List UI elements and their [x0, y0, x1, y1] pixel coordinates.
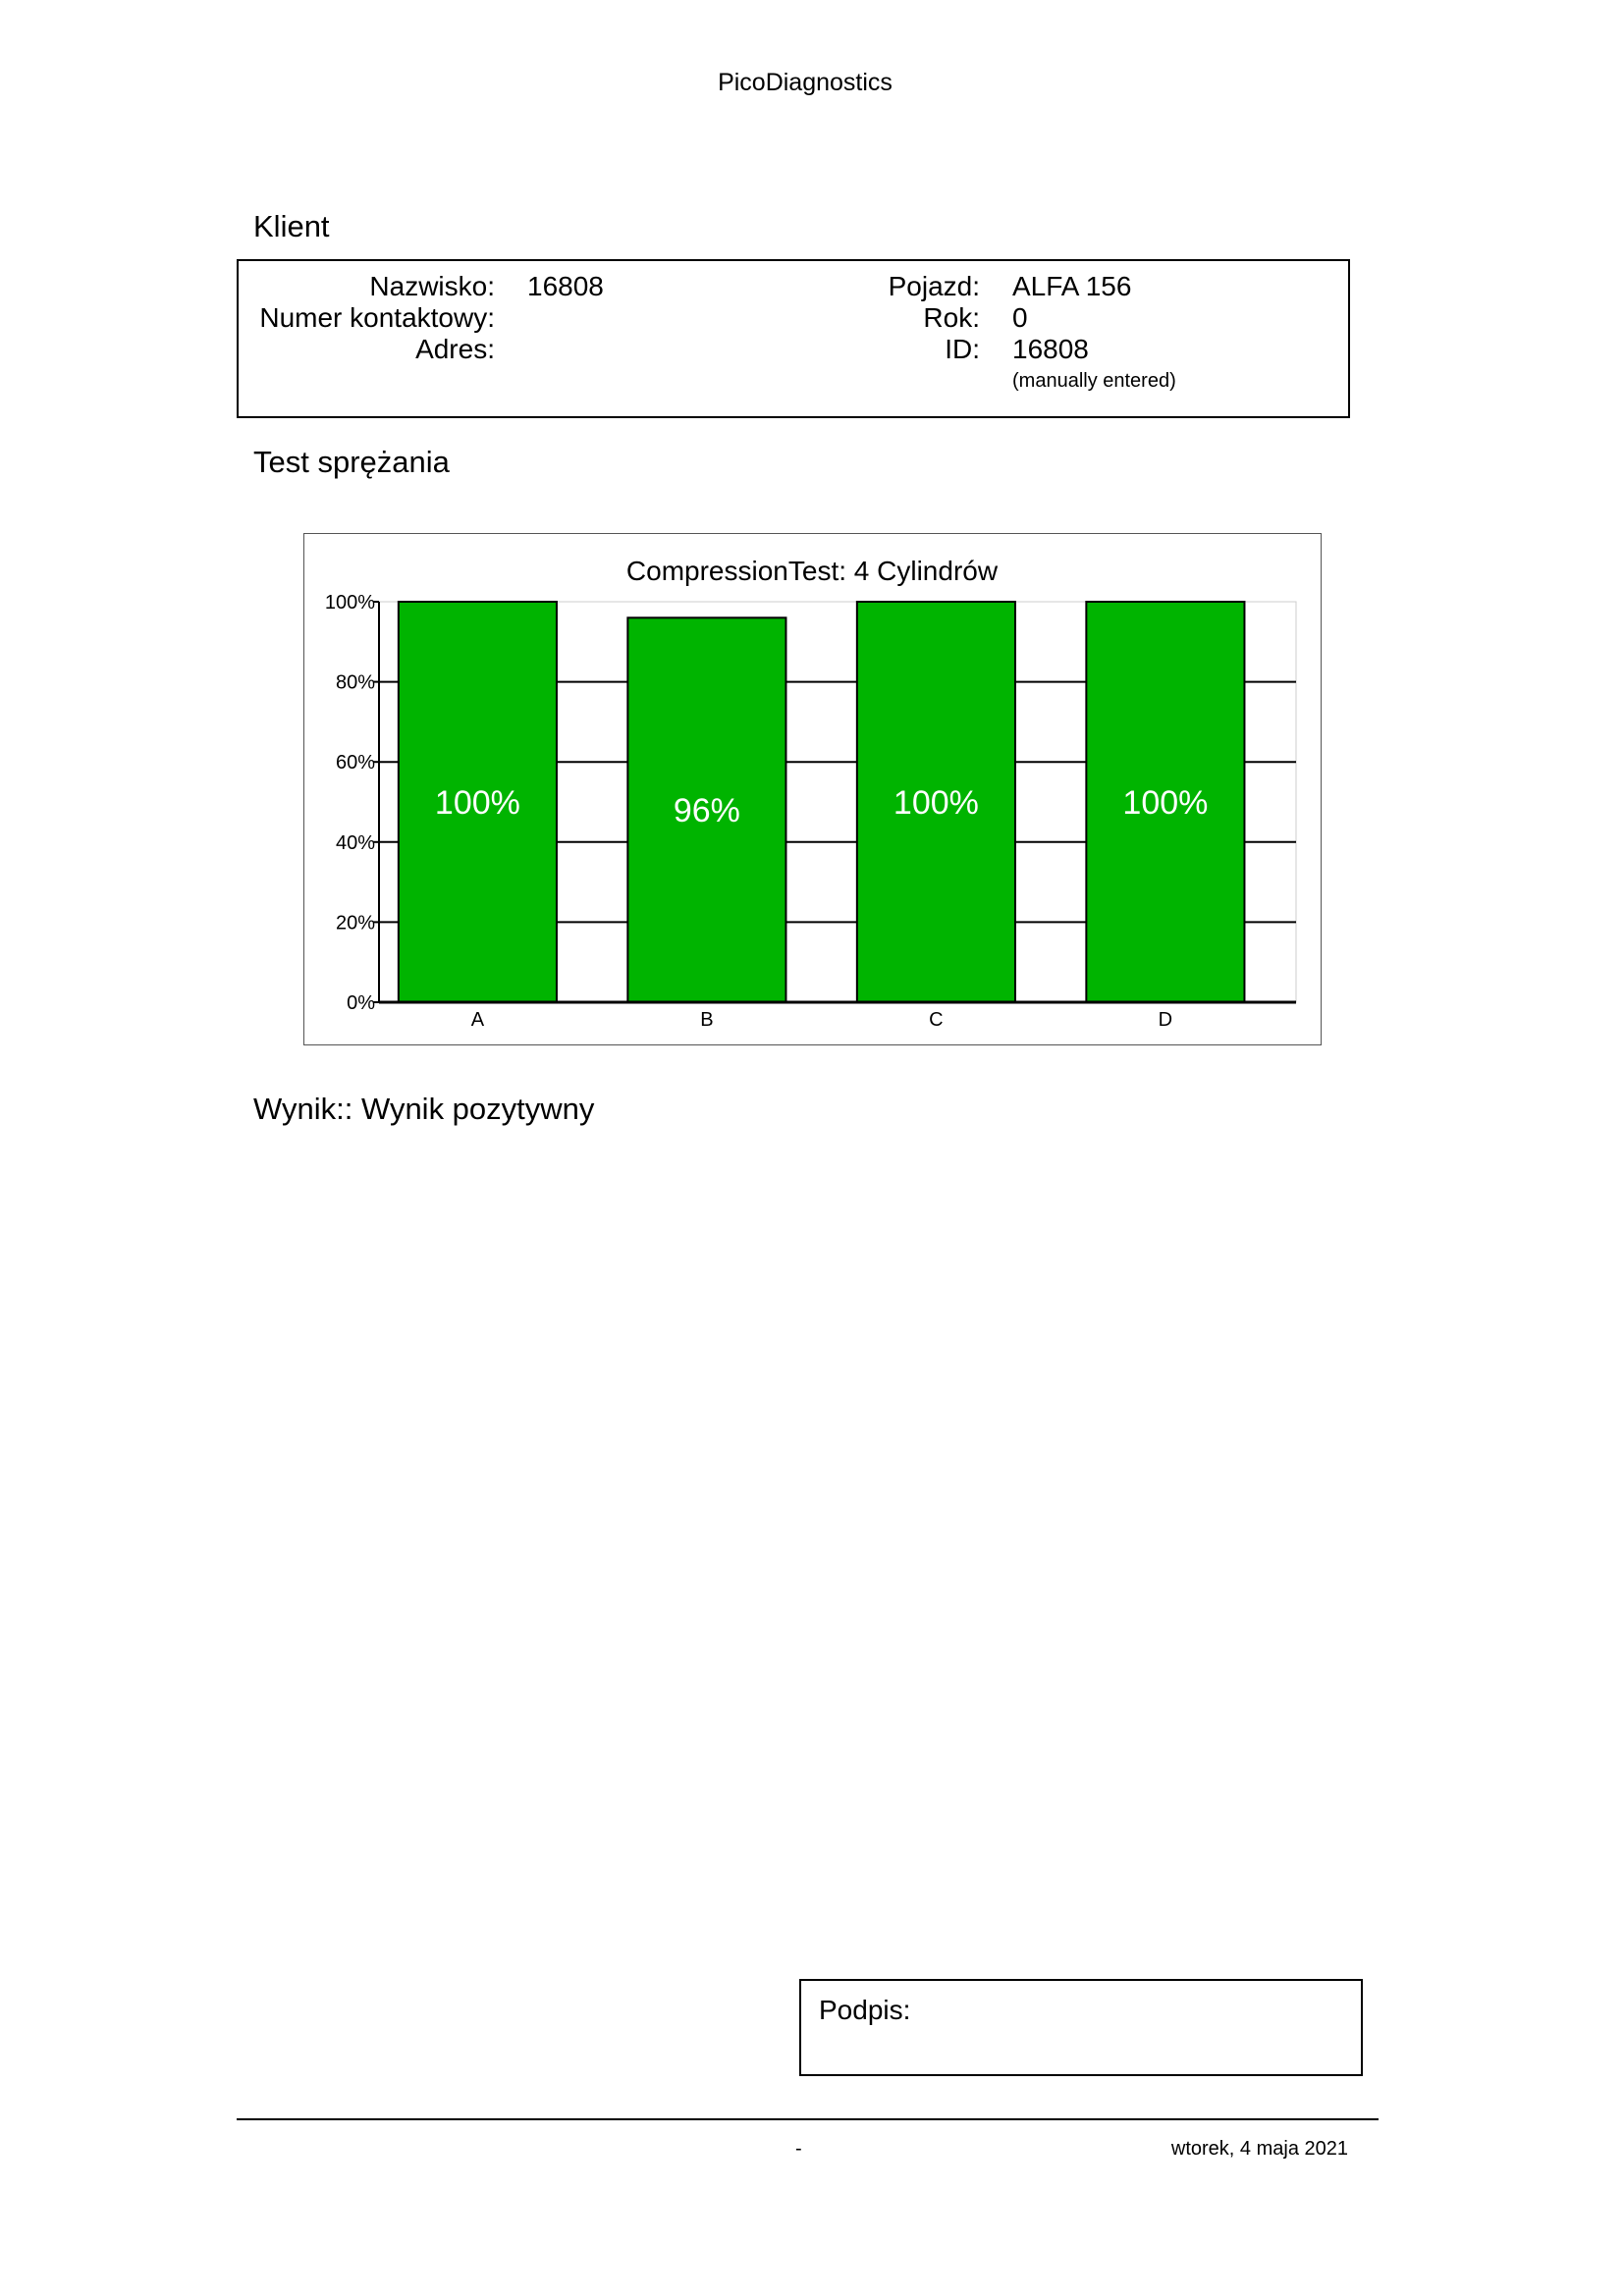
y-tick-label: 40% [335, 831, 375, 854]
compression-test-heading: Test sprężania [253, 445, 450, 479]
chart-title: CompressionTest: 4 Cylindrów [625, 556, 999, 586]
client-section-heading: Klient [253, 209, 330, 243]
test-result: Wynik:: Wynik pozytywny [253, 1092, 595, 1126]
surname-value: 16808 [527, 271, 604, 301]
vehicle-value: ALFA 156 [1012, 271, 1132, 301]
footer-date: wtorek, 4 maja 2021 [1170, 2138, 1348, 2160]
y-tick-label: 60% [335, 752, 375, 774]
x-tick-label: C [929, 1009, 944, 1031]
data-label: 100% [434, 784, 520, 822]
x-tick-label: A [470, 1009, 485, 1031]
vehicle-label: Pojazd: [888, 271, 980, 301]
data-label: 100% [893, 784, 979, 822]
x-tick-label: B [700, 1009, 714, 1031]
address-label: Adres: [415, 334, 495, 364]
compression-chart [303, 533, 1322, 1045]
footer-page-marker: - [795, 2138, 802, 2160]
y-tick-label: 100% [324, 592, 375, 614]
footer-divider [237, 2118, 1379, 2120]
y-tick-label: 80% [335, 671, 375, 694]
page-header-title: PicoDiagnostics [718, 69, 893, 96]
signature-label: Podpis: [819, 1995, 911, 2025]
y-tick-label: 0% [347, 992, 375, 1014]
id-value: 16808 [1012, 334, 1089, 364]
x-tick-label: D [1158, 1009, 1173, 1031]
surname-label: Nazwisko: [369, 271, 495, 301]
id-manual-note: (manually entered) [1012, 370, 1176, 392]
signature-box [799, 1979, 1363, 2076]
data-label: 96% [673, 792, 740, 830]
y-tick-label: 20% [335, 912, 375, 934]
year-value: 0 [1012, 302, 1028, 333]
id-label: ID: [945, 334, 980, 364]
year-label: Rok: [923, 302, 980, 333]
data-label: 100% [1122, 784, 1209, 822]
contact-number-label: Numer kontaktowy: [259, 302, 495, 333]
